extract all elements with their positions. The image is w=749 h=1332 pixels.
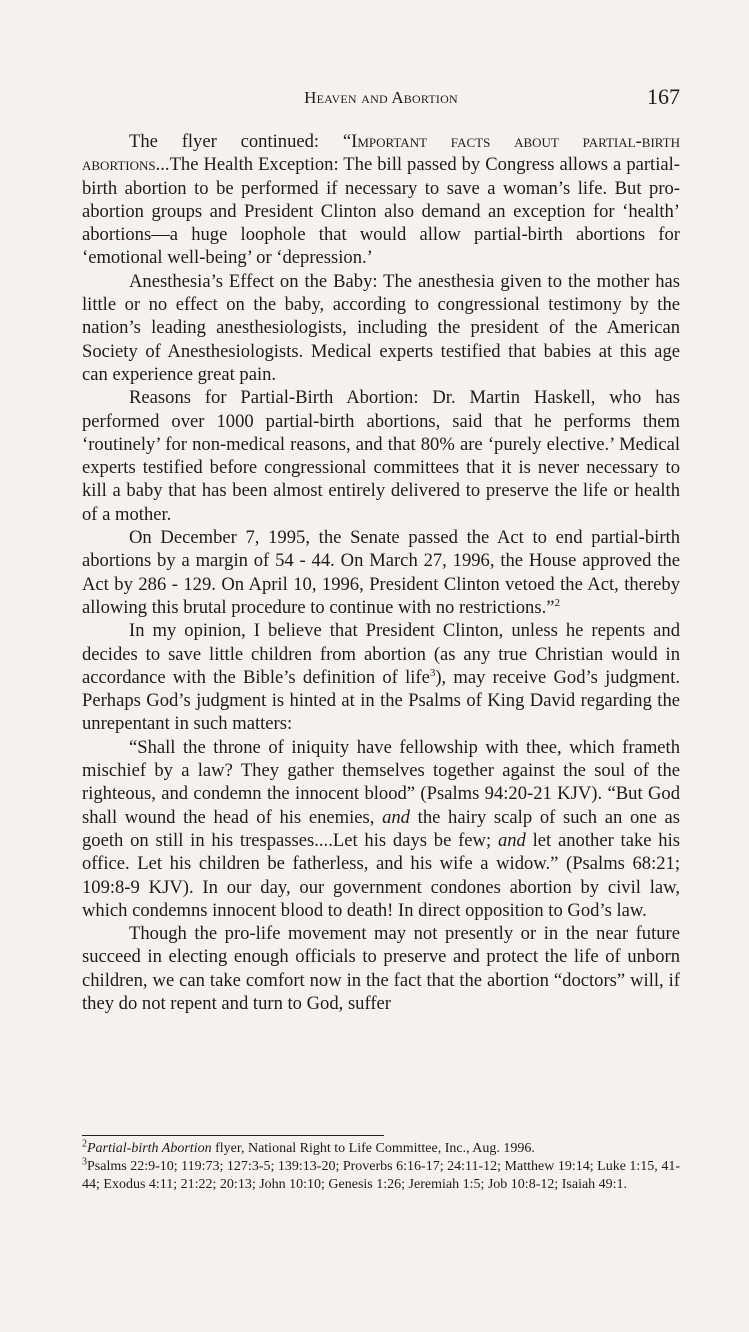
paragraph-text: let another take his office. Let his children be fatherless, and his wife a widow.” (Psalms 68:21; 109:8-9 KJV). In our day, our government condones abortion by civil law, which condemns innocent blood to death! In direct opposition to God’s law. [82,829,681,921]
paragraph-opinion [82,619,680,735]
italic-word: and [497,829,526,851]
paragraph-text: On December 7, 1995, the Senate passed the Act to end partial-birth abortions by a margin of 54 - 44. On March 27, 1996, the House approved the Act by 286 - 129. On April 10, 1996, President Clinton vetoed the Act, thereby allowing this brutal procedure to continue with no restrictions.” [82,527,680,618]
paragraph-senate-vote [82,526,680,619]
footnote-reference: 2 [554,596,560,609]
small-caps-heading: Important facts about partial-birth abortions [82,131,680,176]
footnote-reference: 3 [429,666,436,679]
paragraph-flyer-intro [82,130,680,270]
footnote-marker: 2 [82,1138,87,1150]
footnote-text: Psalms 22:9-10; 119:73; 127:3-5; 139:13-20; Proverbs 6:16-17; 24:11-12; Matthew 19:14; Luke 1:15, 41-44; Exodus 4:11; 21:22; 20:13; John 10:10; Genesis 1:26; Jeremiah 1:5; Job 10:8-12; Isaiah 49:1. [82,1159,680,1192]
running-head: Heaven and Abortion [304,88,458,107]
paragraph-text: The flyer continued: “ [129,131,352,152]
body-text [82,130,680,1015]
footnote-divider [82,1135,384,1136]
footnote-marker: 3 [82,1156,87,1168]
paragraph-psalms-quote [82,736,680,922]
footnote-text: flyer, National Right to Life Committee, Inc., Aug. 1996. [211,1141,535,1156]
paragraph-text: “Shall the throne of iniquity have fellowship with thee, which frameth mischief by a law? They gather themselves together against the soul of the righteous, and condemn the innocent blood” (Psalms 94:20-21 KJV). “But God shall wound the head of his enemies, [82,736,680,828]
paragraph-pro-life: Though the pro-life movement may not presently or in the near future succeed in electing enough officials to preserve and protect the life of unborn children, we can take comfort now in the fact that the abortion “doctors” will, if they do not repent and turn to God, suffer [82,923,680,1014]
paragraph-anesthesia: Anesthesia’s Effect on the Baby: The anesthesia given to the mother has little or no effect on the baby, according to congressional testimony by the nation’s leading anesthesiologists, including the president of the American Society of Anesthesiologists. Medical experts testified that babies at this age can experience great pain. [82,270,680,385]
paragraph-reasons: Reasons for Partial-Birth Abortion: Dr. Martin Haskell, who has performed over 1000 partial-birth abortions, said that he performs them ‘routinely’ for non-medical reasons, and that 80% are ‘purely elective.’ Medical experts testified before congressional committees that it is never necessary to kill a baby that has been almost entirely delivered to preserve the life or health of a mother. [82,387,680,525]
paragraph-text: In my opinion, I believe that President Clinton, unless he repents and decides to save little children from abortion (as any true Christian would in accordance with the Bible’s definition of life [82,620,680,688]
italic-word: and [382,806,410,828]
footnote-3 [82,1158,680,1194]
page-header [82,84,680,114]
paragraph-text: the hairy scalp of such an one as goeth on still in his trespasses....Let his days be few; [82,806,680,851]
footnote-title: Partial-birth Abortion [87,1141,212,1156]
footnotes [82,1140,680,1194]
page-number: 167 [647,84,680,109]
paragraph-text: ), may receive God’s judgment. Perhaps God’s judgment is hinted at in the Psalms of King David regarding the unrepentant in such matters: [82,666,681,735]
paragraph-text: ...The Health Exception: The bill passed by Congress allows a partial-birth abortion to be performed if necessary to save a woman’s life. But pro-abortion groups and President Clinton also demand an exception for ‘health’ abortions—a huge loophole that would allow partial-birth abortions for ‘emotional well-being’ or ‘depression.’ [82,154,680,269]
footnote-2 [82,1140,680,1158]
